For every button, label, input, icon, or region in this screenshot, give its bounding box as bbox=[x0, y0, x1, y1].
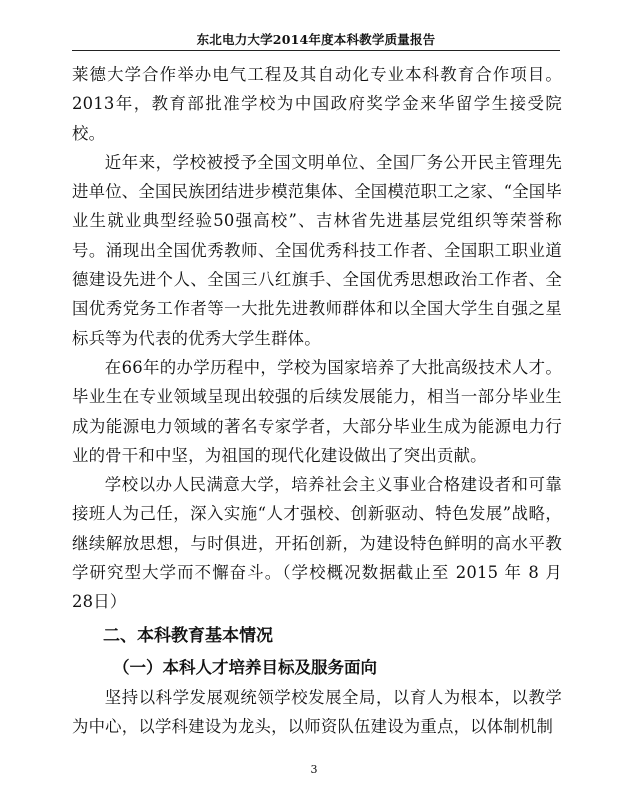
header-divider bbox=[72, 50, 560, 51]
paragraph-4: 学校以办人民满意大学，培养社会主义事业合格建设者和可靠接班人为己任，深入实施“人才强校、创新驱动、特色发展”战略，继续解放思想，与时俱进，开拓创新，为建设特色鲜明的高水平教学研究型大学而不懈奋斗。（学校概况数据截止至 2015 年 8 月 28日） bbox=[72, 475, 562, 612]
paragraph-3: 在66年的办学历程中，学校为国家培养了大批高级技术人才。毕业生在专业领域呈现出较强的后续发展能力，相当一部分毕业生成为能源电力领域的著名专家学者，大部分毕业生成为能源电力行业的骨干和中坚，为祖国的现代化建设做出了突出贡献。 bbox=[72, 357, 562, 465]
subsection-heading: （一）本科人才培养目标及服务面向 bbox=[113, 658, 377, 677]
page-number: 3 bbox=[310, 763, 318, 776]
section-heading: 二、本科教育基本情况 bbox=[103, 626, 273, 646]
paragraph-5: 坚持以科学发展观统领学校发展全局，以育人为根本，以教学为中心，以学科建设为龙头，以师资队伍建设为重点，以体制机制 bbox=[72, 688, 562, 737]
paragraph-1: 莱德大学合作举办电气工程及其自动化专业本科教育合作项目。2013年，教育部批准学校为中国政府奖学金来华留学生接受院校。 bbox=[72, 65, 562, 143]
page-header-title: 东北电力大学2014年度本科教学质量报告 bbox=[196, 32, 436, 47]
body-text bbox=[72, 60, 562, 617]
body-text-continued bbox=[72, 683, 562, 742]
paragraph-2: 近年来，学校被授予全国文明单位、全国厂务公开民主管理先进单位、全国民族团结进步模范集体、全国模范职工之家、“全国毕业生就业典型经验50强高校”、吉林省先进基层党组织等荣誉称号。涌现出全国优秀教师、全国优秀科技工作者、全国职工职业道德建设先进个人、全国三八红旗手、全国优秀思想政治工作者、全国优秀党务工作者等一大批先进教师群体和以全国大学生自强之星标兵等为代表的优秀大学生群体。 bbox=[72, 152, 562, 348]
